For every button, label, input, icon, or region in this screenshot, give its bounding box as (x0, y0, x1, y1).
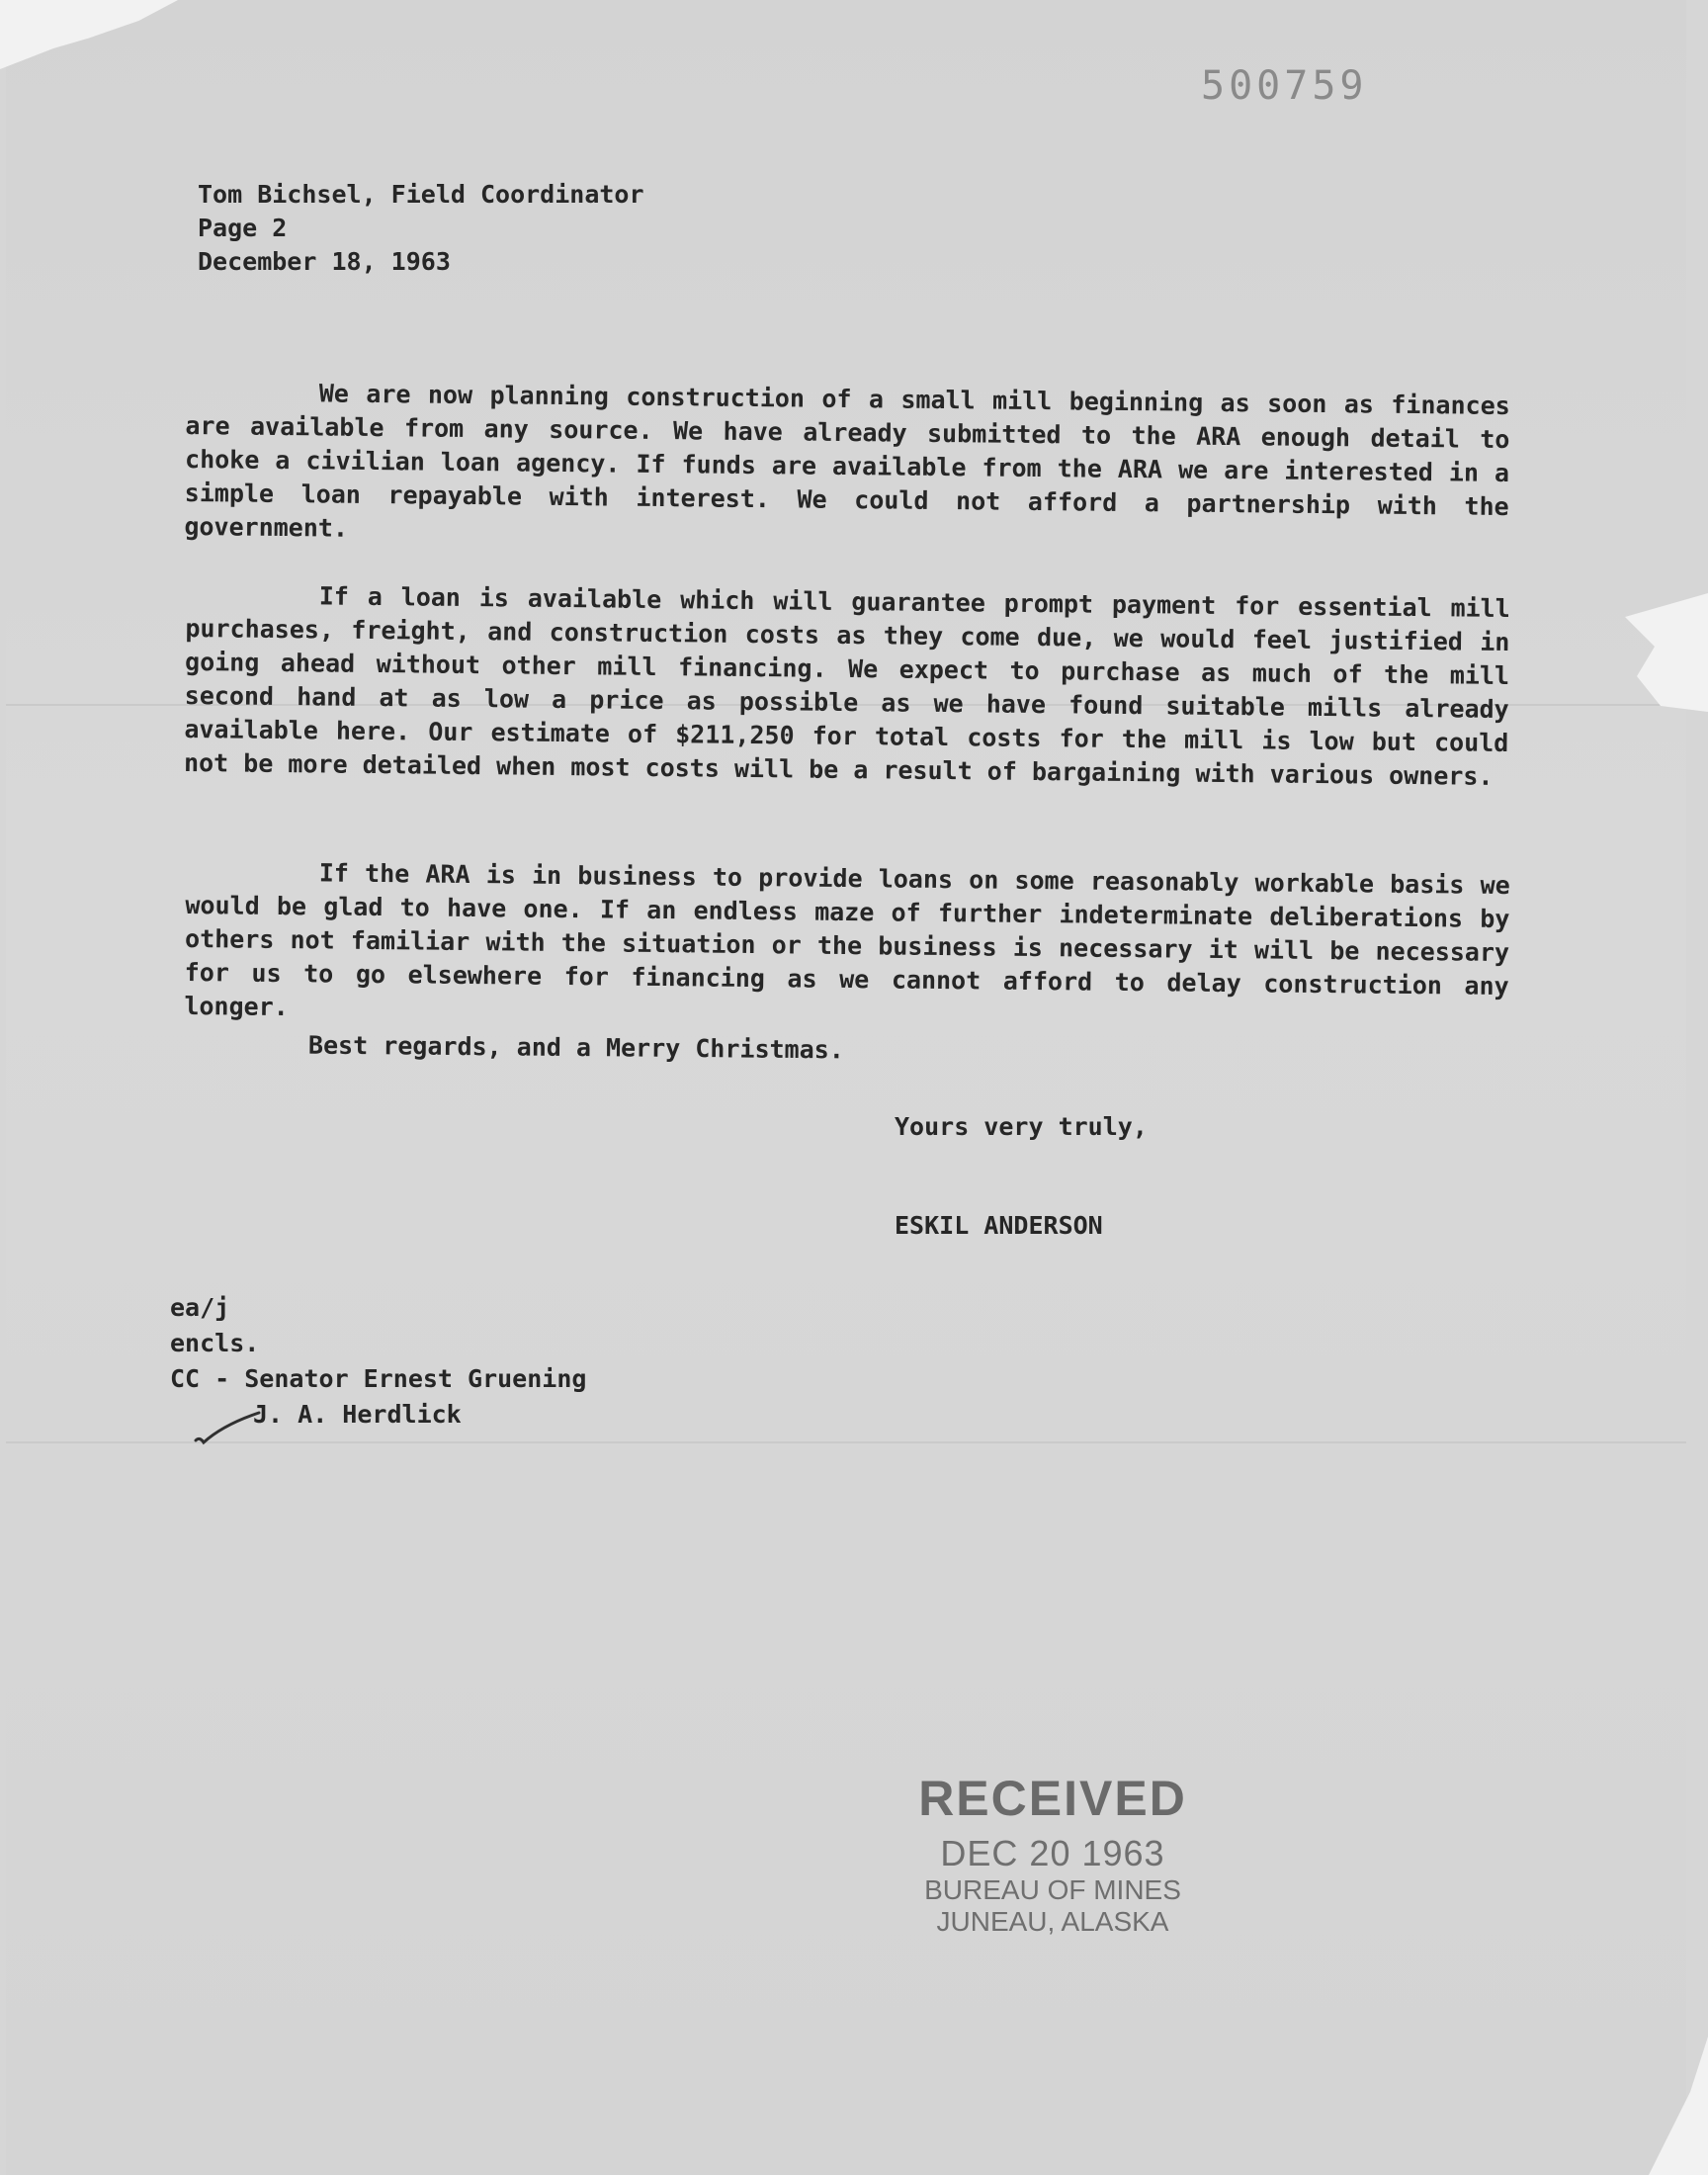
paragraph-text: If a loan is available which will guarantee prompt payment for essential mill purchases, freight, and construction costs as they come due, we would feel justified in going ahead without other mill financing. We expect to purchase as much of the mill second hand at as low a price as possible as we have found suitable mills already available here. Our estimate of $211,250 for total costs for the mill is low but could not be more detailed when most costs will be a result of bargaining with various owners. (183, 581, 1510, 791)
stamp-title: RECEIVED (918, 1771, 1187, 1826)
paragraph-text: We are now planning construction of a small mill beginning as soon as finances are available from any source. We have already submitted to the ARA enough detail to choke a civilian loan agency. If funds are available from the ARA we are interested in a simple loan repayable with interest. We could not afford a partnership with the government. (184, 379, 1510, 543)
recipient-line: Tom Bichsel, Field Coordinator (198, 180, 644, 209)
stamp-date: DEC 20 1963 (940, 1833, 1165, 1873)
stamp-bureau: BUREAU OF MINES (924, 1874, 1181, 1905)
greeting-line: Best regards, and a Merry Christmas. (307, 1030, 844, 1065)
paper-sheet (6, 0, 1686, 2175)
signer-name: ESKIL ANDERSON (895, 1211, 1103, 1240)
document-number: 500759 (1201, 63, 1368, 109)
cc-line: CC - Senator Ernest Gruening (170, 1364, 587, 1393)
letter-header (198, 178, 644, 279)
complimentary-close: Yours very truly, (895, 1112, 1148, 1141)
paragraph-2 (184, 578, 1510, 794)
paragraph-1 (184, 376, 1510, 558)
date-line: December 18, 1963 (198, 247, 451, 276)
cc-line: J. A. Herdlick (253, 1400, 462, 1429)
page-number-line: Page 2 (198, 214, 288, 242)
enclosures-note: encls. (170, 1329, 260, 1357)
paragraph-3 (184, 855, 1510, 1037)
typist-initials: ea/j (170, 1293, 230, 1322)
paragraph-text: If the ARA is in business to provide loans on some reasonably workable basis we would be glad to have one. If an endless maze of further indeterminate deliberations by others not familiar with the situation or the business is necessary it will be necessary for us to go elsewhere for financing as we cannot afford to delay construction any longer. (184, 858, 1510, 1022)
stamp-location: JUNEAU, ALASKA (936, 1906, 1169, 1937)
handwritten-checkmark-icon (194, 1407, 263, 1446)
received-stamp (890, 1770, 1216, 1938)
